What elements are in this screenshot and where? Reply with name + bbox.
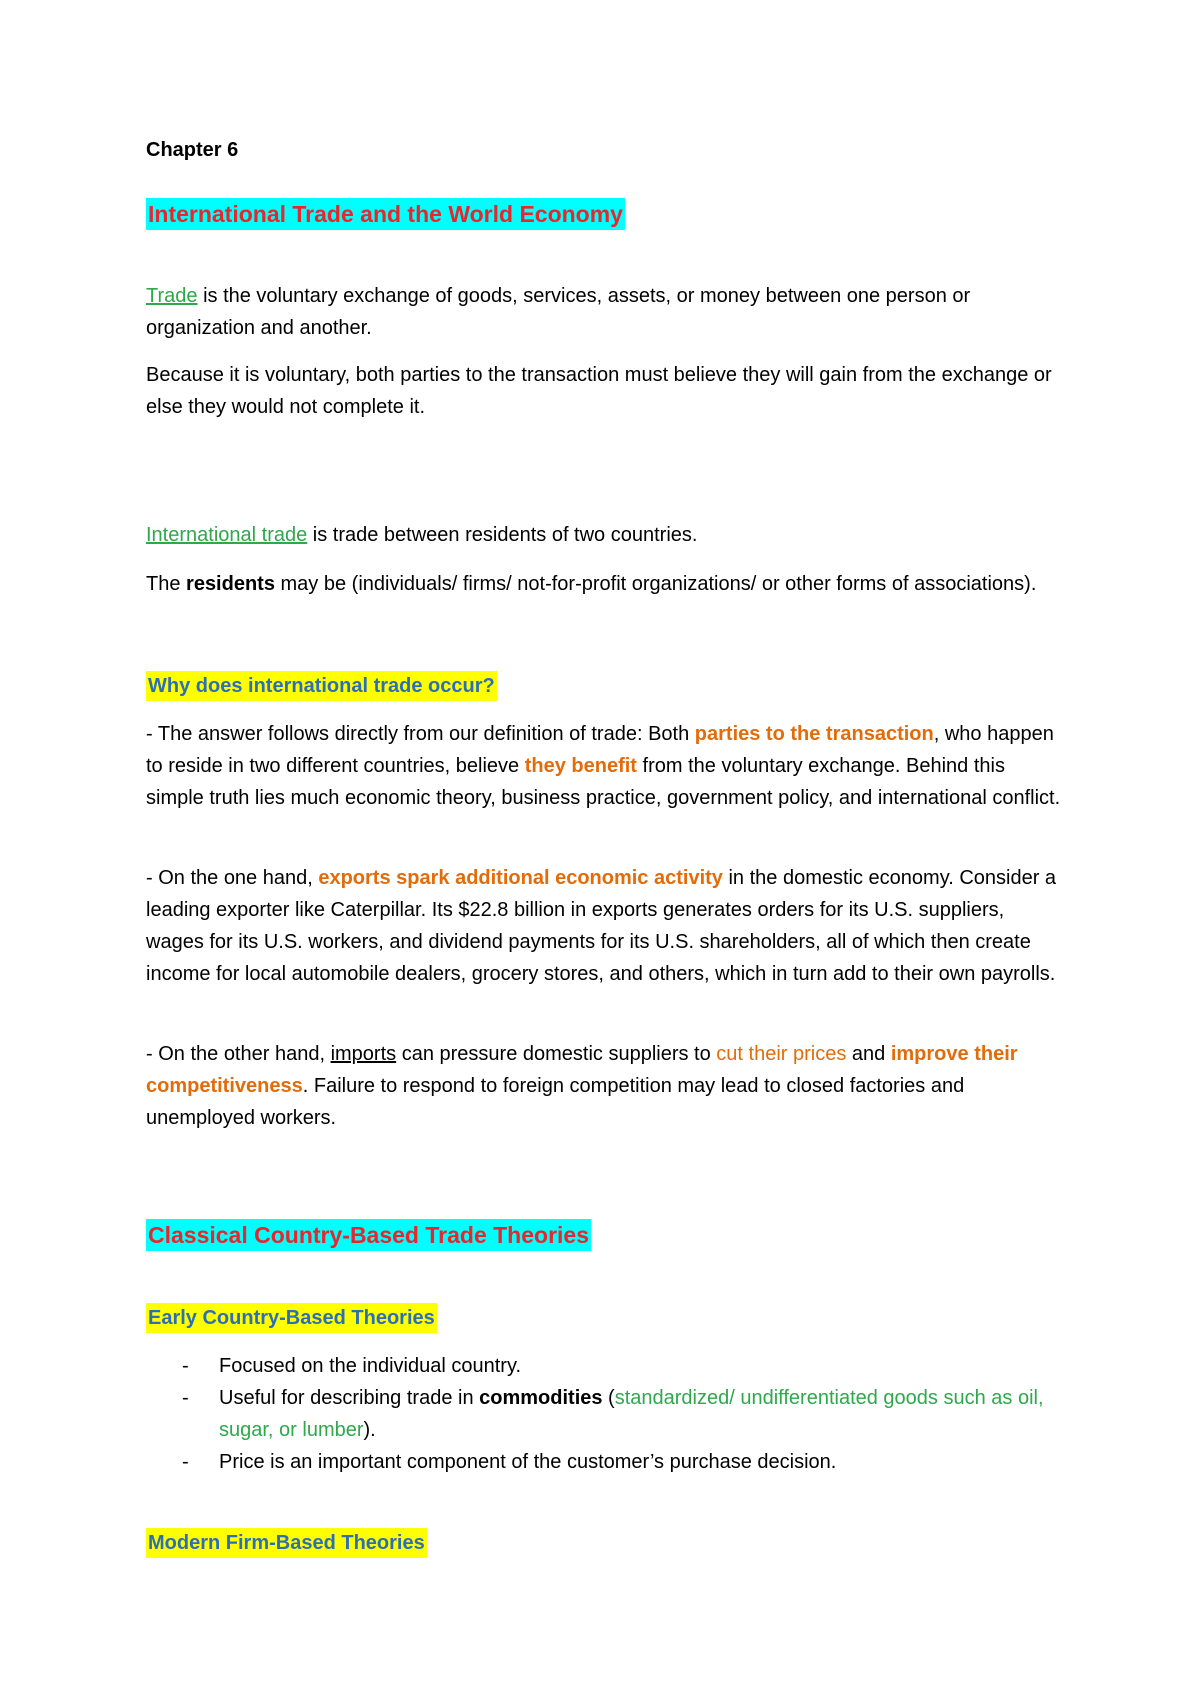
international-trade-definition-text: is trade between residents of two countries. <box>307 524 698 546</box>
trade-definition-paragraph <box>146 280 1066 344</box>
heading-international-trade-text: International Trade and the World Economy <box>146 198 625 230</box>
exports-text-2: in the domestic economy. Consider a leading exporter like Caterpillar. Its $22.8 billion in exports generates orders for its U.S. suppliers, wages for its U.S. workers, and dividend payments for its U.S. shareholders, all of which then create income for local automobile dealers, grocery stores, and others, which in turn add to their own payrolls. <box>146 867 1057 985</box>
exports-paragraph <box>146 862 1066 990</box>
residents-post: may be (individuals/ firms/ not-for-profit organizations/ or other forms of associations). <box>274 573 1037 595</box>
trade-definition-text: is the voluntary exchange of goods, services, assets, or money between one person or organization and another. <box>146 285 971 339</box>
imports-paragraph <box>146 1038 1066 1134</box>
why-text-3: from the voluntary exchange. Behind this simple truth lies much economic theory, business practice, government policy, and international conflict. <box>146 755 1061 809</box>
heading-why-trade-text: Why does international trade occur? <box>146 671 497 701</box>
residents-bold: residents <box>186 573 275 595</box>
imports-text-1: - On the other hand, <box>146 1043 331 1065</box>
commodities-term: commodities <box>479 1387 603 1409</box>
term-trade: Trade <box>146 285 198 307</box>
chapter-label: Chapter 6 <box>146 139 239 161</box>
imports-text-3: and <box>846 1043 891 1065</box>
early-theories-list <box>146 1350 1066 1478</box>
heading-international-trade <box>146 199 1066 229</box>
paren-close: ). <box>363 1419 376 1441</box>
why-paragraph <box>146 718 1066 814</box>
imports-text-4: . Failure to respond to foreign competition may lead to closed factories and unemployed workers. <box>146 1075 965 1129</box>
residents-pre: The <box>146 573 187 595</box>
dash-bullet: - <box>182 1387 189 1409</box>
heading-classical-theories-text: Classical Country-Based Trade Theories <box>146 1219 591 1251</box>
dash-bullet: - <box>182 1355 189 1377</box>
dash-bullet: - <box>182 1451 189 1473</box>
list-item <box>146 1382 1066 1446</box>
imports-term: imports <box>330 1043 397 1065</box>
imports-highlight-prices: cut their prices <box>716 1043 847 1065</box>
imports-text-2: can pressure domestic suppliers to <box>396 1043 717 1065</box>
heading-modern-theories-text: Modern Firm-Based Theories <box>146 1528 427 1558</box>
list-item <box>146 1446 1066 1478</box>
list-item-text: Useful for describing trade in <box>219 1387 480 1409</box>
residents-paragraph <box>146 568 1066 600</box>
why-text-1: - The answer follows directly from our definition of trade: Both <box>146 723 695 745</box>
exports-text-1: - On the one hand, <box>146 867 319 889</box>
exports-highlight: exports spark additional economic activity <box>318 867 723 889</box>
list-item-text: Price is an important component of the customer’s purchase decision. <box>219 1451 837 1473</box>
heading-early-theories-text: Early Country-Based Theories <box>146 1303 437 1333</box>
list-item <box>146 1350 1066 1382</box>
imports-highlight-competitiveness: improve their competitiveness <box>146 1043 1018 1097</box>
heading-why-trade <box>146 670 1066 702</box>
commodities-examples: standardized/ undifferentiated goods such as oil, sugar, or lumber <box>219 1387 1044 1441</box>
international-trade-definition <box>146 519 1066 551</box>
voluntary-paragraph: Because it is voluntary, both parties to the transaction must believe they will gain from the exchange or else they would not complete it. <box>146 364 1052 418</box>
heading-modern-theories <box>146 1527 1066 1559</box>
heading-classical-theories <box>146 1220 1066 1250</box>
why-highlight-parties: parties to the transaction <box>694 723 934 745</box>
list-item-text: Focused on the individual country. <box>219 1355 522 1377</box>
why-highlight-benefit: they benefit <box>524 755 637 777</box>
heading-early-theories <box>146 1302 1066 1334</box>
term-international-trade: International trade <box>146 524 308 546</box>
paren-open: ( <box>602 1387 615 1409</box>
why-text-2: , who happen to reside in two different countries, believe <box>146 723 1054 777</box>
